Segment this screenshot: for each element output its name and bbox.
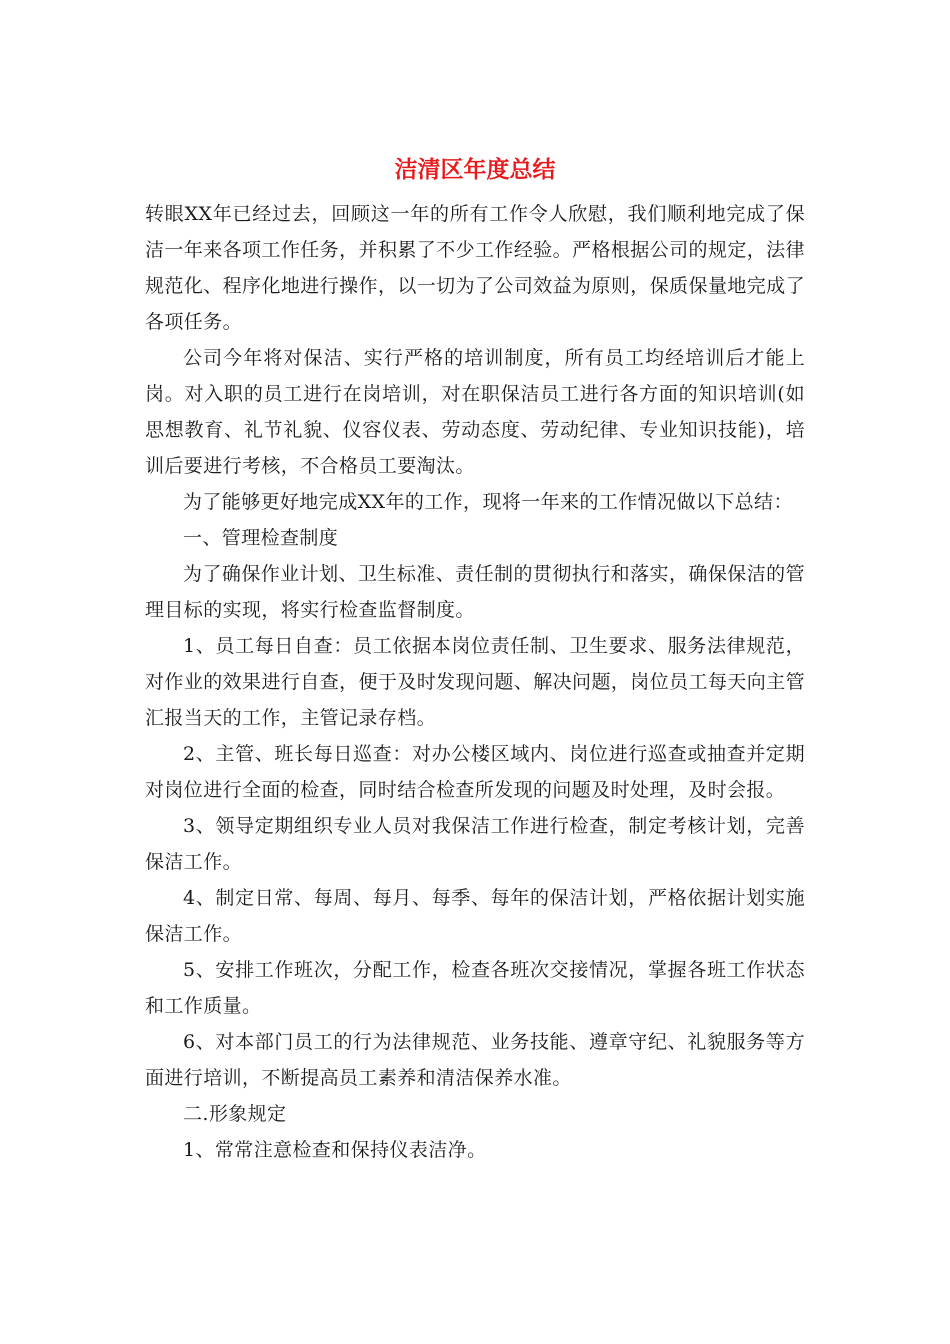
paragraph-training: 公司今年将对保洁、实行严格的培训制度，所有员工均经培训后才能上岗。对入职的员工进行在岗培训，对在职保洁员工进行各方面的知识培训(如思想教育、礼节礼貌、仪容仪表、劳动态度、劳动纪律、专业知识技能)，培训后要进行考核，不合格员工要淘汰。: [145, 347, 805, 477]
list-item-image-1: 1、常常注意检查和保持仪表洁净。: [183, 1139, 487, 1161]
paragraph-intro: 转眼XX年已经过去，回顾这一年的所有工作令人欣慰，我们顺利地完成了保洁一年来各项工作任务，并积累了不少工作经验。严格根据公司的规定，法律规范化、程序化地进行操作，以一切为了公司效益为原则，保质保量地完成了各项任务。: [145, 203, 805, 333]
paragraph-management-intro: 为了确保作业计划、卫生标准、责任制的贯彻执行和落实，确保保洁的管理目标的实现，将实行检查监督制度。: [145, 563, 805, 621]
list-item-1: 1、员工每日自查：员工依据本岗位责任制、卫生要求、服务法律规范，对作业的效果进行自查，便于及时发现问题、解决问题，岗位员工每天向主管汇报当天的工作，主管记录存档。: [145, 635, 805, 729]
document-body: [145, 196, 805, 1168]
list-item-4: 4、制定日常、每周、每月、每季、每年的保洁计划，严格依据计划实施保洁工作。: [145, 887, 805, 945]
list-item-2: 2、主管、班长每日巡查：对办公楼区域内、岗位进行巡查或抽查并定期对岗位进行全面的检查，同时结合检查所发现的问题及时处理，及时会报。: [145, 743, 805, 801]
list-item-3: 3、领导定期组织专业人员对我保洁工作进行检查，制定考核计划，完善保洁工作。: [145, 815, 805, 873]
list-item-6: 6、对本部门员工的行为法律规范、业务技能、遵章守纪、礼貌服务等方面进行培训，不断提高员工素养和清洁保养水准。: [145, 1031, 805, 1089]
section-heading-management: 一、管理检查制度: [183, 527, 339, 549]
document-title: 洁清区年度总结: [394, 156, 556, 183]
list-item-5: 5、安排工作班次，分配工作，检查各班次交接情况，掌握各班工作状态和工作质量。: [145, 959, 805, 1017]
paragraph-summary-lead: 为了能够更好地完成XX年的工作，现将一年来的工作情况做以下总结：: [183, 491, 793, 513]
section-heading-image: 二.形象规定: [183, 1103, 287, 1125]
